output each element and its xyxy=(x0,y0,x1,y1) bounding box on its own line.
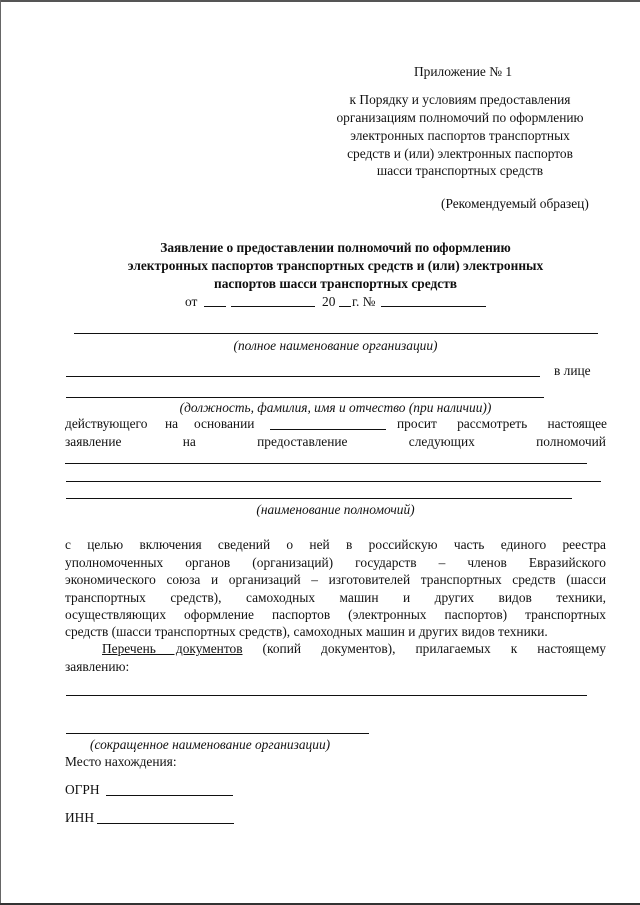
docs-list-link: Перечень документов xyxy=(102,641,243,656)
in-person-label: в лице xyxy=(554,363,591,378)
appendix-ref-line: организациям полномочий по оформлению xyxy=(336,110,584,125)
date-month-blank[interactable] xyxy=(231,306,315,307)
date-year-blank[interactable] xyxy=(339,306,351,307)
docs-line[interactable] xyxy=(66,695,587,696)
powers-caption: (наименование полномочий) xyxy=(256,502,415,517)
docs-last: заявлению: xyxy=(65,659,130,674)
purpose-line: с целью включения сведений о ней в российскую часть единого реестра xyxy=(65,537,606,552)
powers-line[interactable] xyxy=(66,481,601,482)
position-caption: (должность, фамилия, имя и отчество (при наличии)) xyxy=(179,400,492,415)
docs-rest: (копий документов), прилагаемых к настоящему xyxy=(262,641,606,656)
request-word: на xyxy=(182,434,196,449)
request-word: заявление xyxy=(65,434,122,449)
org-name-cont-line[interactable] xyxy=(66,376,540,377)
powers-line[interactable] xyxy=(65,463,587,464)
purpose-line: средств (шасси транспортных средств), самоходных машин и других видов техники. xyxy=(65,624,548,639)
sample-note: (Рекомендуемый образец) xyxy=(441,196,589,211)
date-from-label: от xyxy=(185,294,198,309)
powers-line[interactable] xyxy=(66,498,572,499)
heading-line: электронных паспортов транспортных средств и (или) электронных xyxy=(127,258,544,273)
purpose-line: осуществляющих оформление паспортов (электронных паспортов) транспортных xyxy=(65,607,606,622)
purpose-line: экономического союза и организаций – изготовителей транспортных средств (шасси xyxy=(65,572,606,587)
ogrn-label: ОГРН xyxy=(65,782,100,797)
position-line[interactable] xyxy=(66,397,544,398)
appendix-ref-line: средств и (или) электронных паспортов xyxy=(347,146,573,161)
number-blank[interactable] xyxy=(381,306,486,307)
scan-edge-left xyxy=(0,0,1,905)
docs-sentence xyxy=(102,641,606,657)
org-full-name-caption: (полное наименование организации) xyxy=(233,338,438,353)
heading-line: паспортов шасси транспортных средств xyxy=(213,276,458,291)
appendix-ref-line: шасси транспортных средств xyxy=(376,163,544,178)
org-full-name-line[interactable] xyxy=(74,333,598,334)
date-day-blank[interactable] xyxy=(204,306,226,307)
ogrn-field[interactable] xyxy=(106,795,233,796)
inn-field[interactable] xyxy=(97,823,234,824)
request-word: предоставление xyxy=(257,434,348,449)
acting-word: основании xyxy=(194,416,255,431)
acting-rest: просит рассмотреть настоящее xyxy=(397,416,607,431)
short-name-line[interactable] xyxy=(66,733,369,734)
basis-blank[interactable] xyxy=(270,429,386,430)
heading-line: Заявление о предоставлении полномочий по оформлению xyxy=(160,240,511,255)
appendix-title: Приложение № 1 xyxy=(414,64,513,79)
date-year-prefix: 20 xyxy=(322,294,336,309)
acting-word: действующего xyxy=(65,416,148,431)
acting-word: на xyxy=(165,416,179,431)
appendix-ref-line: к Порядку и условиям предоставления xyxy=(349,92,571,107)
request-word: полномочий xyxy=(536,434,606,449)
number-label: г. № xyxy=(352,294,376,309)
short-name-caption: (сокращенное наименование организации) xyxy=(90,737,331,752)
scan-edge-top xyxy=(0,0,640,2)
request-line xyxy=(65,434,606,450)
request-word: следующих xyxy=(408,434,475,449)
purpose-line: транспортных средств), самоходных машин и других видов техники, xyxy=(65,590,606,605)
purpose-line: уполномоченных органов (организаций) государств – членов Евразийского xyxy=(65,555,606,570)
appendix-ref-line: электронных паспортов транспортных xyxy=(350,128,570,143)
location-label: Место нахождения: xyxy=(65,754,177,769)
inn-label: ИНН xyxy=(65,810,95,825)
